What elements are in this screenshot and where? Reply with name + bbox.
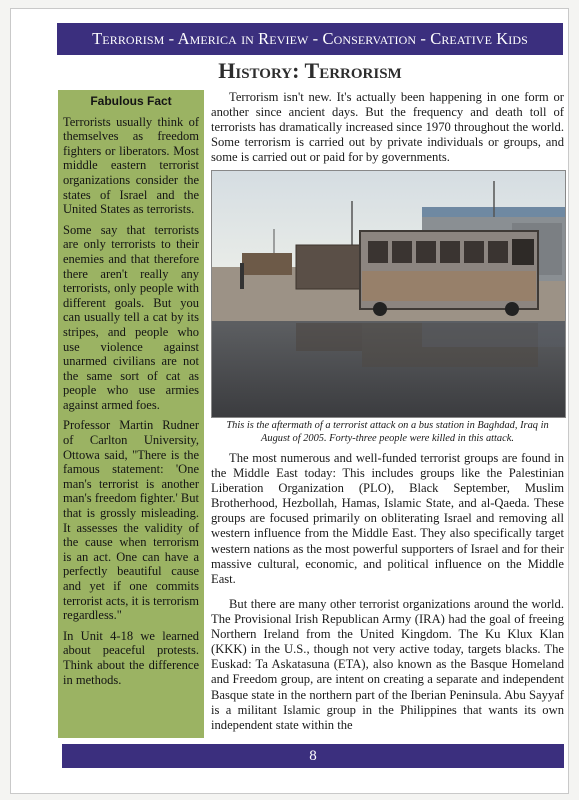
body-paragraph: The most numerous and well-funded terrorist groups are found in the Middle East today: This includes groups like the Palestinian Liberation Organization (PLO), Black September, Muslim Brotherhood, Hezbollah, Hamas, Islamic State, and al-Qaeda. These groups are focused primarily on obliterating Israel and removing all western influence from the Middle East. They also specifically target western nations as the most powerful supporters of Israel and for their massive cultural, economic, and political influence on the Middle East. [211, 451, 564, 586]
sidebar-paragraph: Professor Martin Rudner of Carlton University, Ottowa said, "There is the famous statement: 'One man's terrorist is another man's freedom fighter.' But that is grossly misleading. It assesses the validity of the cause when terrorism is an act. One can have a perfectly beautiful cause and yet if one commits terrorist acts, it is terrorism regardless." [63, 418, 199, 623]
header-banner [57, 23, 563, 55]
header-banner-text: Terrorism - America in Review - Conservation - Creative Kids [92, 29, 528, 48]
photo-caption: This is the aftermath of a terrorist attack on a bus station in Baghdad, Iraq in August of 2005. Forty-three people were killed in this attack. [226, 420, 549, 444]
page-number: 8 [309, 747, 317, 764]
bus-station-photo [211, 170, 566, 418]
sidebar-heading: Fabulous Fact [90, 94, 172, 108]
sidebar-paragraph: Terrorists usually think of themselves as freedom fighters or liberators. Most middle eastern terrorist organizations consider the states of Israel and the United States as terrorists. [63, 114, 199, 217]
body-paragraph: But there are many other terrorist organizations around the world. The Provisional Irish Republican Army (IRA) had the goal of freeing Northern Ireland from the United Kingdom. The Ku Klux Klan (KKK) in the U.S., though not very active today, targets blacks. The Euskad: Ta Askatasuna (ETA), also known as the Basque Homeland and Freedom group, are intent on creating a separate and independent Basque state in the northern part of the Iberian Peninsula. Abu Sayyaf is a militant Islamic group in the Philippines that wants its own independent state within the [211, 597, 564, 732]
page-title: History: Terrorism [218, 58, 402, 83]
burned-bus-image [212, 171, 565, 417]
intro-paragraph: Terrorism isn't new. It's actually been happening in one form or another since ancient days. But the frequency and death toll of terrorists has dramatically increased since 1970 throughout the world. Some terrorism is carried out by private individuals or groups, and some is carried out or paid for by governments. [211, 90, 564, 165]
main-column-middle-east [211, 451, 564, 587]
main-column-other-groups [211, 597, 564, 733]
sidebar-paragraph: Some say that terrorists are only terrorists to their enemies and that therefore there aren't really any terrorists, only people with different goals. But you can usually tell a cat by its stripes, and people who use violence against unarmed civilians are not the same sort of cat as people who use armies against armed foes. [63, 222, 199, 412]
fabulous-fact-sidebar [58, 90, 204, 738]
footer-bar [62, 744, 564, 768]
main-column-intro [211, 90, 564, 165]
sidebar-paragraph: In Unit 4-18 we learned about peaceful protests. Think about the difference in methods. [63, 628, 199, 687]
